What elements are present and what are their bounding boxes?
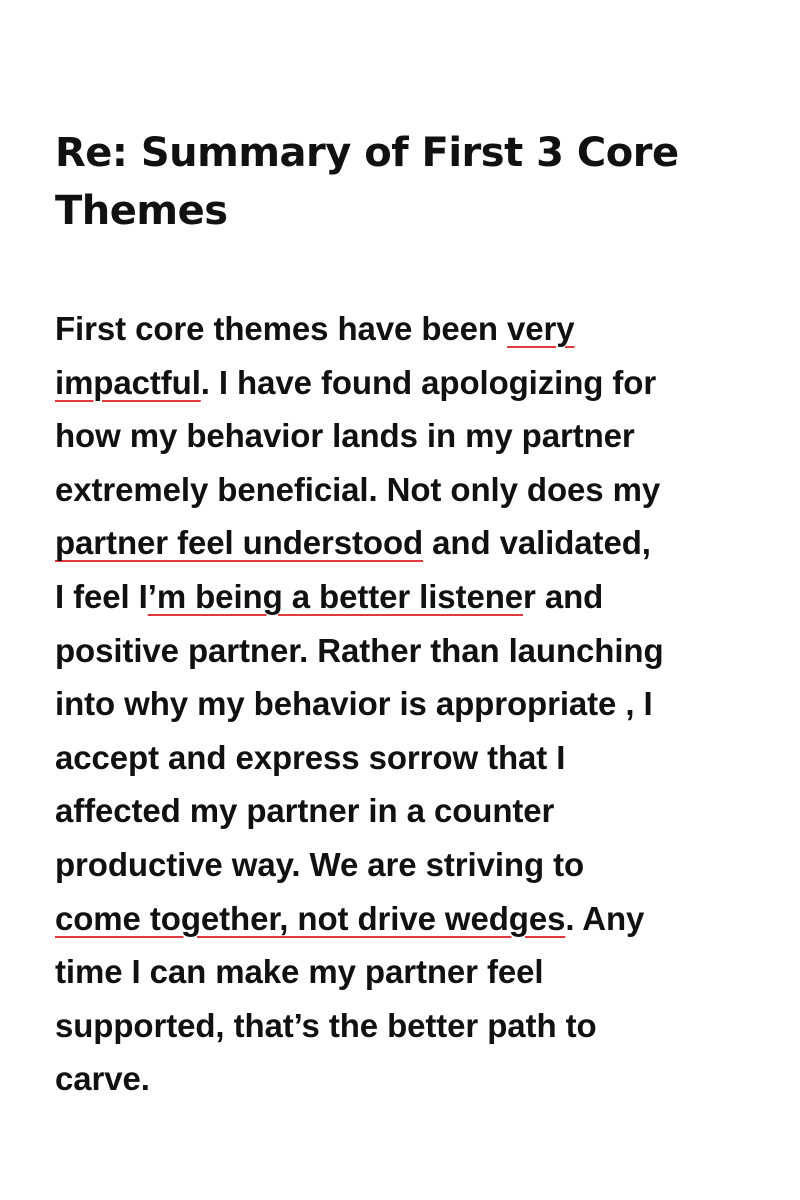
body-line: time I can make my partner feel bbox=[55, 953, 544, 991]
title-line: Themes bbox=[55, 188, 228, 234]
body-line: accept and express sorrow that I bbox=[55, 738, 566, 776]
body-line: impactful. I have found apologizing for bbox=[55, 363, 657, 401]
body-line: come together, not drive wedges. Any bbox=[55, 899, 645, 937]
body-line: how my behavior lands in my partner bbox=[55, 417, 635, 455]
title-line: Re: Summary of First 3 Core bbox=[55, 130, 679, 176]
body-line: positive partner. Rather than launching bbox=[55, 631, 664, 669]
spellcheck-underline[interactable]: ’m being a better listene bbox=[147, 577, 524, 615]
post-body bbox=[55, 302, 775, 1106]
body-line: extremely beneficial. Not only does my bbox=[55, 470, 661, 508]
body-line: I feel I’m being a better listener and bbox=[55, 577, 604, 615]
spellcheck-underline[interactable]: very bbox=[507, 310, 575, 347]
body-line: First core themes have been very bbox=[55, 310, 575, 347]
spellcheck-underline[interactable]: partner feel understood bbox=[55, 524, 424, 562]
spellcheck-underline[interactable]: come together, not drive wedges bbox=[55, 899, 566, 937]
body-line: affected my partner in a counter bbox=[55, 792, 555, 830]
body-line: carve. bbox=[55, 1060, 150, 1098]
body-line: supported, that’s the better path to bbox=[55, 1006, 597, 1044]
spellcheck-underline[interactable]: impactful bbox=[55, 363, 201, 401]
body-line: partner feel understood and validated, bbox=[55, 524, 651, 562]
post-title bbox=[55, 124, 775, 240]
body-line: productive way. We are striving to bbox=[55, 845, 585, 883]
body-line: into why my behavior is appropriate , I bbox=[55, 685, 653, 723]
